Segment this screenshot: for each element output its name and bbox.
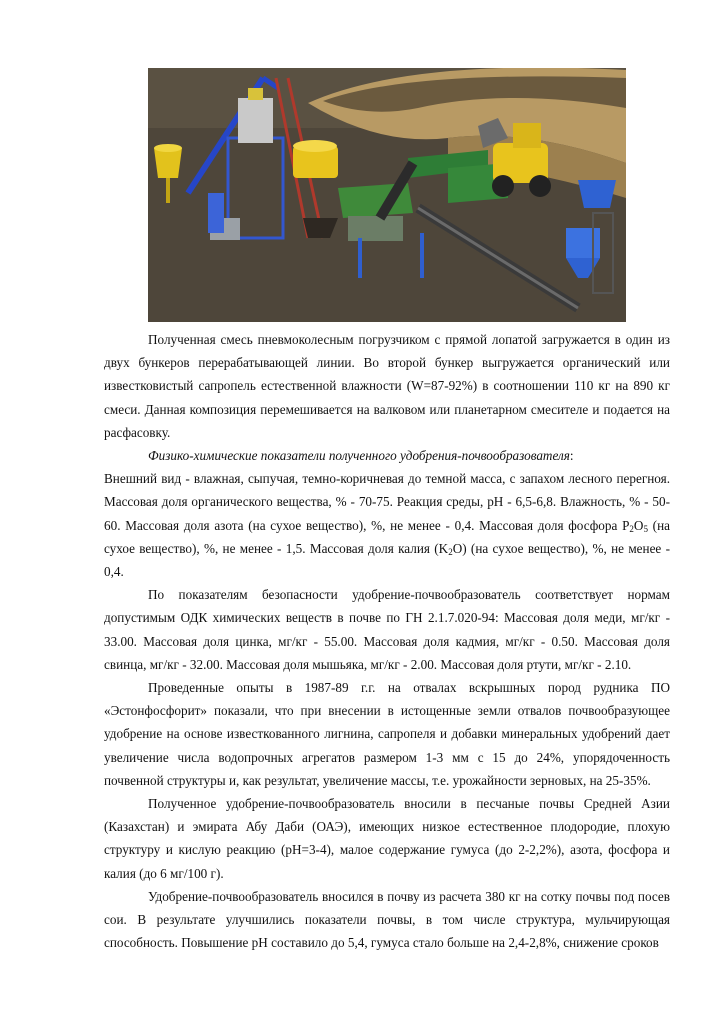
processing-line-illustration (148, 68, 626, 322)
physchem-text-part-4: O) (на сухое вещество), %, не менее - 0,4. (104, 540, 670, 580)
subscript-2: 2 (629, 523, 634, 534)
physchem-text-part-2: O (633, 517, 644, 533)
body-text (104, 328, 670, 954)
paragraph-physchem-values (104, 467, 670, 583)
fertilizer-plant-illustration (148, 68, 626, 322)
paragraph-indicators-heading (104, 444, 670, 467)
subscript-2-potassium: 2 (448, 546, 453, 557)
physchem-text-part-3: (на сухое вещество), %, не менее - 1,5. Массовая доля калия (K (104, 517, 670, 556)
paragraph-safety-indicators: По показателям безопасности удобрение-почвообразователь соответствует нормам допустимым ОДК химических веществ в почве по ГН 2.1.7.020-94: Массовая доля меди, мг/кг - 33.00. Массовая доля цинка, мг/кг - 55.00. Массовая доля кадмия, мг/кг - 0.50. Массовая доля свинца, мг/кг - 32.00. Массовая доля мышьяка, мг/кг - 2.00. Массовая доля ртути, мг/кг - 2.10. (104, 587, 670, 672)
paragraph-soy-results: Удобрение-почвообразователь вносился в почву из расчета 380 кг на сотку почвы под посев сои. В результате улучшились показатели почвы, в том числе структура, мульчирующая способность. Повышение pH составило до 5,4, гумуса стало больше на 2,4-2,8%, снижение сроков (104, 888, 670, 951)
heading-colon: : (569, 448, 574, 464)
physchem-text-part-1: Внешний вид - влажная, сыпучая, темно-коричневая до темной масса, с запахом лесного перегноя. Массовая доля органического вещества, % - 70-75. Реакция среды, pH - 6,5-6,8. Влажность, % - 50-60. Массовая доля азота (на сухое вещество), %, не менее - 0,4. Массовая доля фосфора P (104, 471, 670, 533)
indicators-heading: Физико-химические показатели полученного удобрения-почвообразователя (148, 448, 570, 464)
paragraph-mixing-process: Полученная смесь пневмоколесным погрузчиком с прямой лопатой загружается в один из двух бункеров перерабатывающей линии. Во второй бункер выгружается органический или известковистый сапропель естественной влажности (W=87-92%) в соотношении 110 кг на 890 кг смеси. Данная композиция перемешивается на валковом или планетарном смесителе и подается на расфасовку. (104, 332, 670, 440)
paragraph-sandy-soils: Полученное удобрение-почвообразователь вносили в песчаные почвы Средней Азии (Казахстан) и эмирата Абу Даби (ОАЭ), имеющих низкое естественное плодородие, плохую структуру и кислую реакцию (pH=3-4), малое содержание гумуса (до 2-2,2%), азота, фосфора и калия (до 6 мг/100 г). (104, 796, 670, 881)
paragraph-experiments: Проведенные опыты в 1987-89 г.г. на отвалах вскрышных пород рудника ПО «Эстонфосфорит» показали, что при внесении в истощенные земли отвалов почвообразующее удобрение на основе известкованного лигнина, сапропеля и добавки минеральных удобрений дает увеличение числа водопрочных агрегатов размером 1-3 мм с 15 до 24%, упорядоченность почвенной структуры и, как результат, увеличение массы, т.е. урожайности зерновых, на 25-35%. (104, 680, 670, 788)
subscript-5: 5 (643, 523, 648, 534)
